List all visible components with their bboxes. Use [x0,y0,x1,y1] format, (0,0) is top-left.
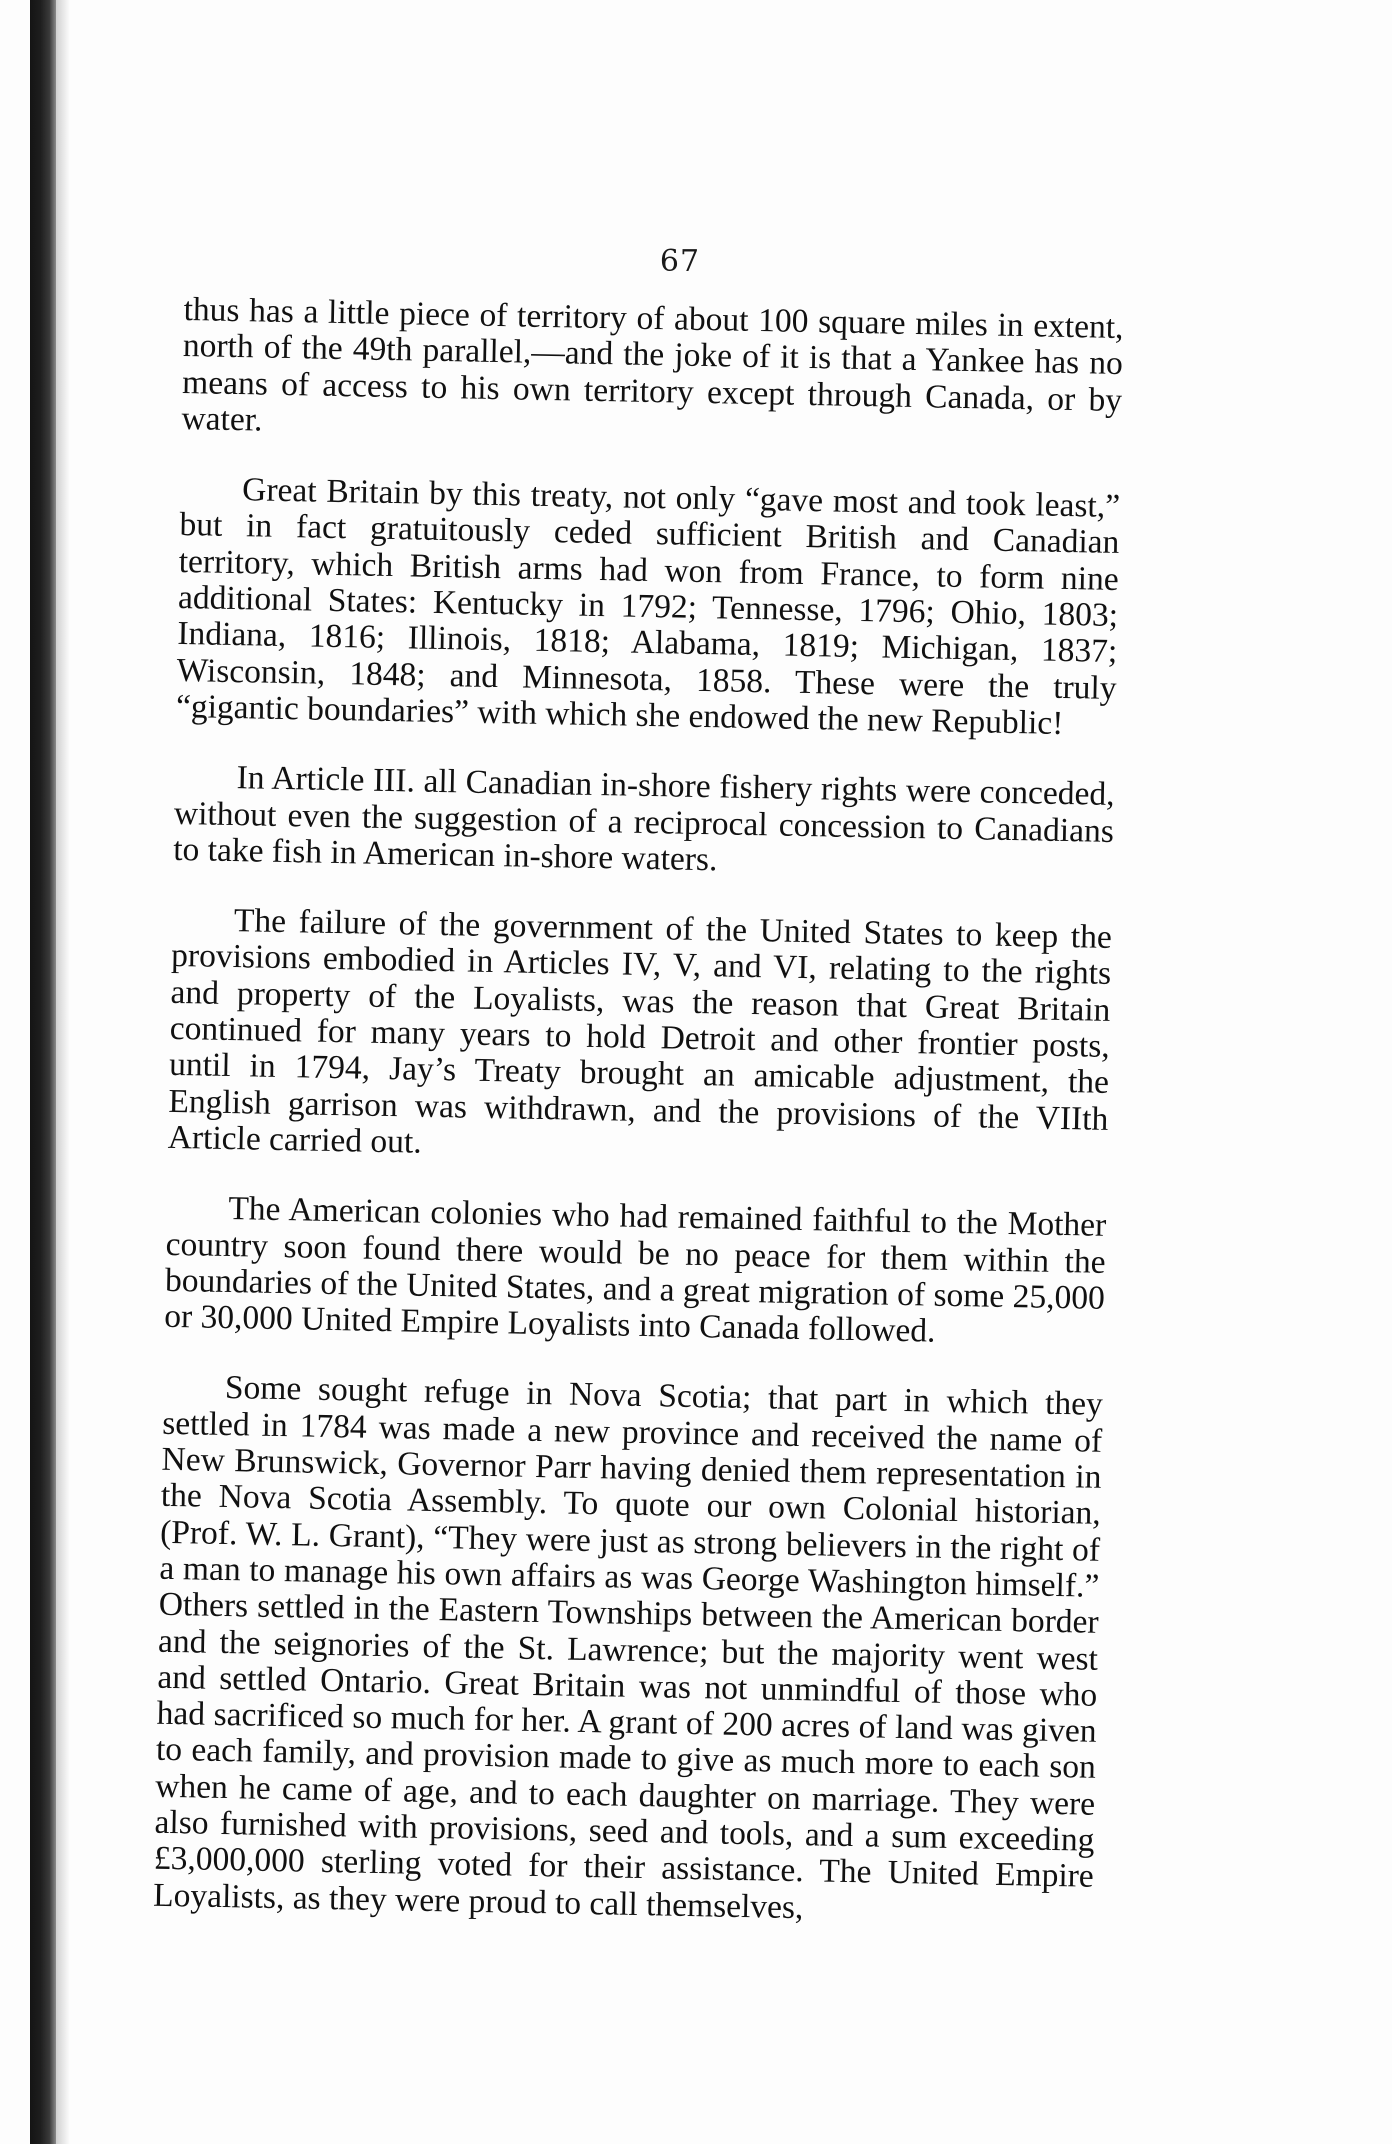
paragraph-loyalist-rights: The failure of the government of the United States to keep the provisions embodied in Articles IV, V, and VI, relating to the rights and property of the Loyalists, was the reason that Great Britain continued for many years to hold Detroit and other frontier posts, until in 1794, Jay’s Treaty brought an amicable adjustment, the English garrison was withdrawn, and the provisions of the VIIth Article carried out. [167,902,1113,1161]
paragraph-treaty-states: Great Britain by this treaty, not only “gave most and took least,” but in fact gratuitously ceded sufficient British and Canadian territory, which British arms had won from France, to form nine additional States: Kentucky in 1792; Tennesse, 1796; Ohio, 1803; Indiana, 1816; Illinois, 1818; Alabama, 1819; Michigan, 1837; Wisconsin, 1848; and Minnesota, 1858. These were the truly “gigantic boundaries” with which she endowed the new Republic! [175,471,1121,742]
body-text [152,292,1124,1966]
paragraph-fishery-rights: In Article III. all Canadian in-shore fishery rights were conceded, without even the suggestion of a reciprocal concession to Canadians to take fish in American in-shore waters. [172,759,1115,879]
book-spine [30,0,56,2144]
paragraph-settlement: Some sought refuge in Nova Scotia; that part in which they settled in 1784 was made a new province and received the name of New Brunswick, Governor Parr having denied them representation in the Nova Scotia Assembly. To quote our own Colonial historian, (Prof. W. L. Grant), “They were just as strong believers in the right of a man to manage his own affairs as was George Washington himself.” Others settled in the Eastern Townships between the American border and the seignories of the St. Lawrence; but the majority went west and settled Ontario. Great Britain was not unmindful of those who had sacrificed so much for her. A grant of 200 acres of land was given to each family, and provision made to give as much more to each son when he came of age, and to each daughter on marriage. They were also furnished with provisions, seed and tools, and a sum exceeding £3,000,000 sterling voted for their assistance. The United Empire Loyalists, as they were proud to call themselves, [152,1369,1104,1926]
page-number: 67 [659,244,701,279]
paragraph-continuation: thus has a little piece of territory of about 100 square miles in extent, north of the 49th parallel,—and the joke of it is that a Yankee has no means of access to his own territory except through Canada, or by water. [181,291,1124,439]
spine-shadow [56,0,70,2144]
paragraph-migration: The American colonies who had remained faithful to the Mother country soon found there would be no peace for them within the boundaries of the United States, and a great migration of some 25,000 or 30,000 United Empire Loyalists into Canada followed. [163,1190,1107,1350]
